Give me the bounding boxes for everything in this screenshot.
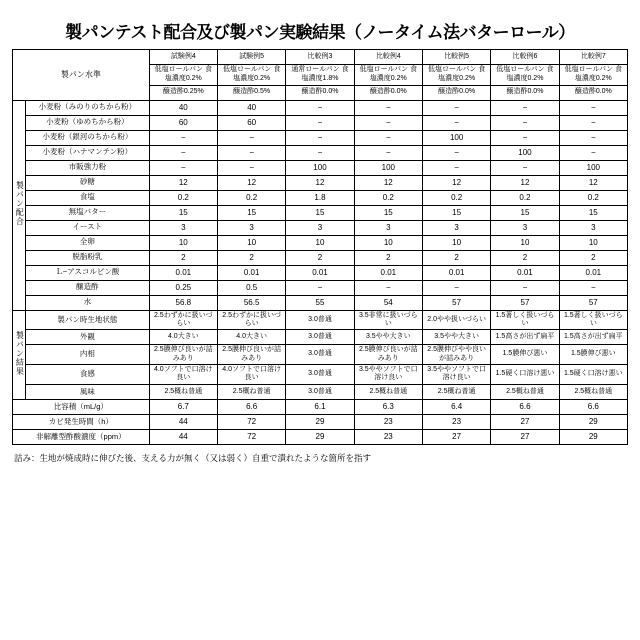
- cell: 2.5概ね普通: [354, 384, 422, 399]
- cell: 3.5ややソフトで口溶け良い: [354, 365, 422, 385]
- cell: 2: [286, 250, 354, 265]
- cell: 0.01: [491, 265, 559, 280]
- cell: −: [422, 115, 490, 130]
- cell: 12: [149, 175, 217, 190]
- table-row: [13, 345, 628, 365]
- cell: 10: [217, 235, 285, 250]
- cell: 1.8: [286, 190, 354, 205]
- row-label: 食塩: [26, 190, 150, 205]
- column-subheader-6: 低塩ロールパン 食塩濃度0.2%: [559, 65, 627, 86]
- cell: 6.4: [422, 399, 490, 414]
- cell: 15: [286, 205, 354, 220]
- cell: 0.01: [354, 265, 422, 280]
- cell: 0.25: [149, 280, 217, 295]
- row-label: 醸造酢: [26, 280, 150, 295]
- cell: 0.2: [217, 190, 285, 205]
- cell: 40: [217, 100, 285, 115]
- cell: 3: [354, 220, 422, 235]
- column-subheader-0: 低塩ロールパン 食塩濃度0.2%: [149, 65, 217, 86]
- column-vinegar-4: 醸造酢0.0%: [422, 85, 490, 100]
- cell: 100: [422, 130, 490, 145]
- table-row: [13, 295, 628, 310]
- column-subheader-5: 低塩ロールパン 食塩濃度0.2%: [491, 65, 559, 86]
- cell: 23: [354, 414, 422, 429]
- cell: 2.5わずかに扱いづらい: [149, 310, 217, 330]
- cell: 57: [559, 295, 627, 310]
- cell: 55: [286, 295, 354, 310]
- cell: −: [217, 145, 285, 160]
- cell: 12: [286, 175, 354, 190]
- cell: 6.6: [491, 399, 559, 414]
- cell: −: [286, 145, 354, 160]
- cell: 3.5やや大きい: [354, 330, 422, 345]
- column-header-5: 比較例6: [491, 50, 559, 65]
- page-title: 製パンテスト配合及び製パン実験結果（ノータイム法バターロール）: [65, 23, 575, 42]
- cell: 1.5高さが出ず扁平: [491, 330, 559, 345]
- column-header-6: 比較例7: [559, 50, 627, 65]
- row-label: 非解離型酢酸濃度（ppm）: [13, 429, 150, 444]
- cell: 4.0大きい: [217, 330, 285, 345]
- cell: 12: [422, 175, 490, 190]
- column-vinegar-0: 醸造酢0.25%: [149, 85, 217, 100]
- cell: 2.0やや扱いづらい: [422, 310, 490, 330]
- cell: −: [149, 130, 217, 145]
- cell: −: [491, 280, 559, 295]
- row-label: 比容積（mL/g）: [13, 399, 150, 414]
- cell: 44: [149, 429, 217, 444]
- cell: −: [286, 130, 354, 145]
- row-label: 市販強力粉: [26, 160, 150, 175]
- cell: 12: [217, 175, 285, 190]
- cell: −: [354, 280, 422, 295]
- cell: 29: [559, 429, 627, 444]
- cell: 15: [354, 205, 422, 220]
- column-vinegar-6: 醸造酢0.0%: [559, 85, 627, 100]
- cell: 10: [354, 235, 422, 250]
- cell: −: [286, 100, 354, 115]
- cell: −: [286, 115, 354, 130]
- cell: 10: [422, 235, 490, 250]
- cell: 10: [559, 235, 627, 250]
- cell: 60: [149, 115, 217, 130]
- cell: 1.5硬く口溶け悪い: [559, 365, 627, 385]
- cell: 10: [491, 235, 559, 250]
- column-subheader-1: 低塩ロールパン 食塩濃度0.2%: [217, 65, 285, 86]
- cell: 2.5概ね普通: [422, 384, 490, 399]
- cell: 3.0普通: [286, 365, 354, 385]
- cell: 1.5膜伸び悪い: [559, 345, 627, 365]
- footnote: 詰み：生地が焼成時に伸びた後、支える力が無く（又は弱く）自重で潰れたような箇所を指す: [14, 452, 372, 463]
- cell: 4.0ソフトで口溶け良い: [149, 365, 217, 385]
- cell: 0.2: [422, 190, 490, 205]
- table-row: [13, 365, 628, 385]
- cell: 2.5概ね普通: [491, 384, 559, 399]
- cell: 2.5概ね普通: [149, 384, 217, 399]
- cell: 1.5著しく扱いづらい: [559, 310, 627, 330]
- column-subheader-4: 低塩ロールパン 食塩濃度0.2%: [422, 65, 490, 86]
- cell: −: [491, 160, 559, 175]
- cell: 60: [217, 115, 285, 130]
- column-header-3: 比較例4: [354, 50, 422, 65]
- row-label: Ｌ−アスコルビン酸: [26, 265, 150, 280]
- cell: −: [217, 130, 285, 145]
- cell: 3.0普通: [286, 345, 354, 365]
- cell: −: [422, 145, 490, 160]
- cell: 4.0ソフトで口溶け良い: [217, 365, 285, 385]
- column-vinegar-2: 醸造酢0.0%: [286, 85, 354, 100]
- cell: −: [422, 100, 490, 115]
- cell: 0.2: [149, 190, 217, 205]
- cell: 2.5膜伸び良いが詰みあり: [354, 345, 422, 365]
- column-vinegar-3: 醸造酢0.0%: [354, 85, 422, 100]
- cell: 0.01: [559, 265, 627, 280]
- cell: −: [354, 100, 422, 115]
- cell: 2: [491, 250, 559, 265]
- cell: −: [354, 115, 422, 130]
- cell: 0.01: [422, 265, 490, 280]
- cell: 15: [422, 205, 490, 220]
- column-header-0: 試験例4: [149, 50, 217, 65]
- cell: 23: [422, 414, 490, 429]
- cell: 100: [354, 160, 422, 175]
- cell: 27: [491, 414, 559, 429]
- table-row: [13, 330, 628, 345]
- column-vinegar-1: 醸造酢0.5%: [217, 85, 285, 100]
- cell: −: [149, 145, 217, 160]
- cell: −: [559, 280, 627, 295]
- table-row: [13, 205, 628, 220]
- cell: 3: [149, 220, 217, 235]
- cell: 15: [217, 205, 285, 220]
- table-row: [13, 280, 628, 295]
- cell: 3.5やや大きい: [422, 330, 490, 345]
- cell: 1.5高さが出ず扁平: [559, 330, 627, 345]
- table-row: [13, 235, 628, 250]
- cell: 23: [354, 429, 422, 444]
- cell: 100: [286, 160, 354, 175]
- table-row: [13, 100, 628, 115]
- table-row: [13, 310, 628, 330]
- row-label: 小麦粉（ゆめちから粉）: [26, 115, 150, 130]
- row-label: 水: [26, 295, 150, 310]
- table-row: [13, 190, 628, 205]
- row-label: 小麦粉（ハナマンテン粉）: [26, 145, 150, 160]
- cell: 12: [354, 175, 422, 190]
- row-label-header: 製パン水準: [13, 50, 150, 101]
- table-row: [13, 145, 628, 160]
- experiment-table: [12, 49, 628, 445]
- cell: 15: [491, 205, 559, 220]
- cell: 1.5著しく扱いづらい: [491, 310, 559, 330]
- cell: 10: [286, 235, 354, 250]
- cell: 27: [491, 429, 559, 444]
- section-label-results: 製パン結果: [13, 310, 26, 399]
- cell: 100: [559, 160, 627, 175]
- cell: 2: [149, 250, 217, 265]
- row-label: 脱脂粉乳: [26, 250, 150, 265]
- cell: 3: [491, 220, 559, 235]
- row-label: 小麦粉（みのりのちから粉）: [26, 100, 150, 115]
- row-label: 無塩バター: [26, 205, 150, 220]
- cell: 0.2: [354, 190, 422, 205]
- cell: 29: [559, 414, 627, 429]
- table-row: [13, 429, 628, 444]
- table-row: [13, 160, 628, 175]
- cell: 4.0大きい: [149, 330, 217, 345]
- row-label: 小麦粉（銀河のちから粉）: [26, 130, 150, 145]
- cell: 29: [286, 429, 354, 444]
- table-row: [13, 384, 628, 399]
- row-label: 製パン時生地状態: [26, 310, 150, 330]
- table-row: [13, 220, 628, 235]
- cell: 12: [491, 175, 559, 190]
- cell: −: [286, 280, 354, 295]
- cell: −: [354, 145, 422, 160]
- cell: 0.01: [286, 265, 354, 280]
- table-row: [13, 130, 628, 145]
- cell: 0.01: [149, 265, 217, 280]
- row-label: 内相: [26, 345, 150, 365]
- cell: 2.5概ね普通: [559, 384, 627, 399]
- table-row: [13, 399, 628, 414]
- cell: 3.5非常に扱いづらい: [354, 310, 422, 330]
- cell: 3: [286, 220, 354, 235]
- row-label: 外観: [26, 330, 150, 345]
- cell: 2: [217, 250, 285, 265]
- row-label: カビ発生時間（h）: [13, 414, 150, 429]
- cell: 3: [559, 220, 627, 235]
- table-row: [13, 250, 628, 265]
- cell: 1.5硬く口溶け悪い: [491, 365, 559, 385]
- cell: 0.2: [491, 190, 559, 205]
- cell: −: [422, 280, 490, 295]
- cell: 29: [286, 414, 354, 429]
- cell: 40: [149, 100, 217, 115]
- cell: 3.5ややソフトで口溶け良い: [422, 365, 490, 385]
- cell: 72: [217, 429, 285, 444]
- cell: −: [491, 115, 559, 130]
- row-label: 風味: [26, 384, 150, 399]
- cell: 54: [354, 295, 422, 310]
- table-header-row-names: [13, 50, 628, 65]
- cell: −: [149, 160, 217, 175]
- cell: 6.6: [559, 399, 627, 414]
- row-label: 全卵: [26, 235, 150, 250]
- cell: 100: [491, 145, 559, 160]
- cell: 6.3: [354, 399, 422, 414]
- column-vinegar-5: 醸造酢0.0%: [491, 85, 559, 100]
- cell: 3.0普通: [286, 384, 354, 399]
- cell: 3.0普通: [286, 330, 354, 345]
- table-row: [13, 414, 628, 429]
- column-header-1: 試験例5: [217, 50, 285, 65]
- cell: 2.5膜伸び良いが詰みあり: [149, 345, 217, 365]
- cell: 56.8: [149, 295, 217, 310]
- cell: −: [491, 130, 559, 145]
- cell: −: [354, 130, 422, 145]
- cell: 27: [422, 429, 490, 444]
- column-subheader-3: 低塩ロールパン 食塩濃度0.2%: [354, 65, 422, 86]
- cell: 57: [422, 295, 490, 310]
- cell: 2.5わずかに扱いづらい: [217, 310, 285, 330]
- cell: 12: [559, 175, 627, 190]
- cell: 44: [149, 414, 217, 429]
- cell: 2.5概ね普通: [217, 384, 285, 399]
- column-header-2: 比較例3: [286, 50, 354, 65]
- cell: 2: [559, 250, 627, 265]
- cell: 3: [422, 220, 490, 235]
- column-subheader-2: 通常ロールパン 食塩濃度1.8%: [286, 65, 354, 86]
- cell: 0.5: [217, 280, 285, 295]
- cell: 3.0普通: [286, 310, 354, 330]
- cell: −: [422, 160, 490, 175]
- section-label-formulation: 製パン配合: [13, 100, 26, 310]
- cell: 15: [559, 205, 627, 220]
- cell: −: [559, 145, 627, 160]
- cell: 72: [217, 414, 285, 429]
- row-label: 食感: [26, 365, 150, 385]
- cell: 10: [149, 235, 217, 250]
- cell: −: [217, 160, 285, 175]
- cell: −: [559, 100, 627, 115]
- table-row: [13, 265, 628, 280]
- cell: 6.7: [149, 399, 217, 414]
- cell: 6.1: [286, 399, 354, 414]
- cell: 2.5膜伸びやや良いが詰みあり: [422, 345, 490, 365]
- column-header-4: 比較例5: [422, 50, 490, 65]
- cell: 56.5: [217, 295, 285, 310]
- cell: 57: [491, 295, 559, 310]
- cell: 0.2: [559, 190, 627, 205]
- cell: −: [491, 100, 559, 115]
- cell: 0.01: [217, 265, 285, 280]
- cell: −: [559, 115, 627, 130]
- table-row: [13, 175, 628, 190]
- cell: 1.5膜伸び悪い: [491, 345, 559, 365]
- cell: 2: [422, 250, 490, 265]
- row-label: 砂糖: [26, 175, 150, 190]
- table-row: [13, 115, 628, 130]
- cell: 2.5膜伸び良いが詰みあり: [217, 345, 285, 365]
- cell: 6.6: [217, 399, 285, 414]
- cell: 3: [217, 220, 285, 235]
- cell: −: [559, 130, 627, 145]
- cell: 15: [149, 205, 217, 220]
- cell: 2: [354, 250, 422, 265]
- row-label: イースト: [26, 220, 150, 235]
